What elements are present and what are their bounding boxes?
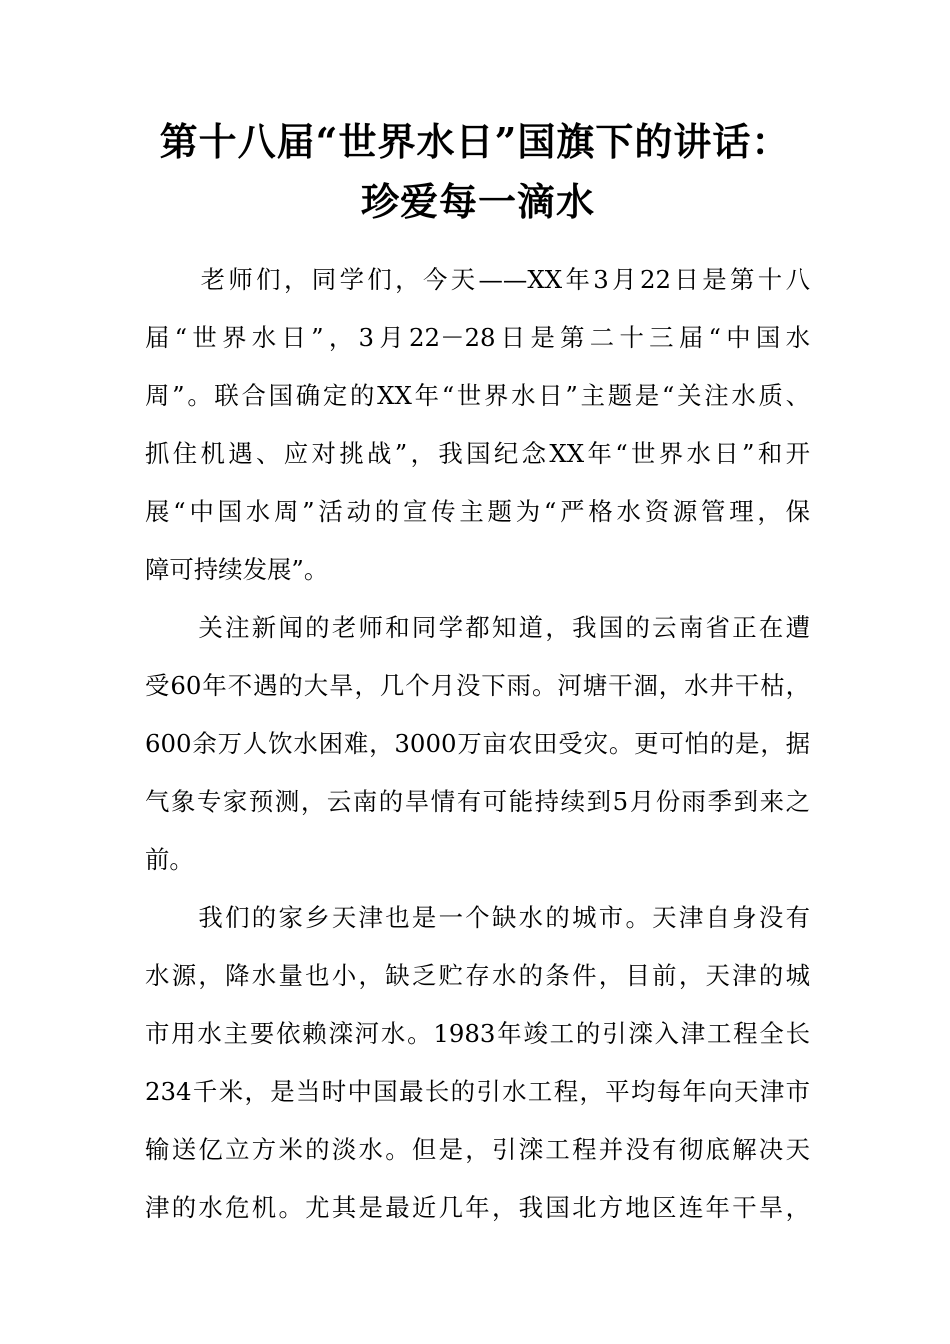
title-line-2: 珍爱每一滴水 [360, 179, 595, 224]
paragraph-line: 市用水主要依赖滦河水。1983年竣工的引滦入津工程全长 [145, 1019, 810, 1048]
paragraph-line: 前。 [145, 845, 194, 874]
paragraph-line: 老师们，同学们，今天——XX年3月22日是第十八 [145, 265, 810, 294]
title-line-1: 第十八届“世界水日”国旗下的讲话： [159, 119, 791, 164]
paragraph-3 [145, 889, 810, 1237]
paragraph-line: 障可持续发展”。 [145, 555, 329, 584]
paragraph-line: 津的水危机。尤其是最近几年，我国北方地区连年干旱， [145, 1193, 810, 1222]
speech-title [0, 112, 950, 232]
paragraph-2 [145, 599, 810, 889]
paragraph-line: 周”。联合国确定的XX年“世界水日”主题是“关注水质、 [145, 381, 810, 410]
paragraph-line: 关注新闻的老师和同学都知道，我国的云南省正在遭 [145, 613, 810, 642]
paragraph-line: 水源，降水量也小，缺乏贮存水的条件，目前，天津的城 [145, 961, 810, 990]
paragraph-line: 展“中国水周”活动的宣传主题为“严格水资源管理，保 [145, 497, 810, 526]
paragraph-line: 我们的家乡天津也是一个缺水的城市。天津自身没有 [145, 903, 810, 932]
paragraph-line: 抓住机遇、应对挑战”，我国纪念XX年“世界水日”和开 [145, 439, 810, 468]
speech-body [145, 251, 810, 1237]
paragraph-line: 600余万人饮水困难，3000万亩农田受灾。更可怕的是，据 [145, 729, 810, 758]
paragraph-line: 234千米，是当时中国最长的引水工程，平均每年向天津市 [145, 1077, 810, 1106]
paragraph-line: 受60年不遇的大旱，几个月没下雨。河塘干涸，水井干枯， [145, 671, 810, 700]
paragraph-line: 输送亿立方米的淡水。但是，引滦工程并没有彻底解决天 [145, 1135, 810, 1164]
paragraph-line: 届“世界水日”，3月22－28日是第二十三届“中国水 [145, 323, 810, 352]
paragraph-1 [145, 251, 810, 599]
paragraph-line: 气象专家预测，云南的旱情有可能持续到5月份雨季到来之 [145, 787, 810, 816]
